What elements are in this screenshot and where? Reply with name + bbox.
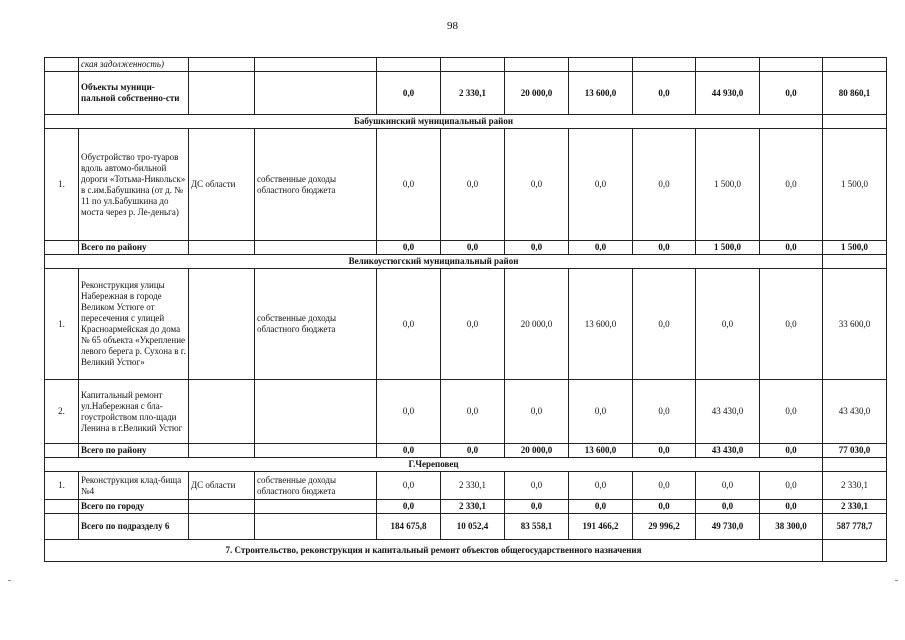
value-cell: 0,0: [377, 444, 441, 458]
section-title: Бабушкинский муниципальный район: [45, 115, 823, 129]
value-cell: 13 600,0: [569, 444, 633, 458]
funding-source: собственные доходы областного бюджета: [255, 269, 377, 380]
value-cell: 0,0: [696, 500, 760, 514]
customer-cell: ДС области: [189, 472, 255, 500]
city-total-row: [45, 500, 887, 514]
object-name: Реконструкция клад-бища №4: [79, 472, 189, 500]
value-cell: 77 030,0: [823, 444, 887, 458]
value-cell: 0,0: [633, 129, 696, 241]
table-row: [45, 380, 887, 444]
object-name: Реконструкция улицы Набережная в городе Великом Устюге от пересечения с улицей Красноармейская до дома № 65 объекта «Укрепление левого берега р. Сухона в г. Великий Устюг»: [79, 269, 189, 380]
row-number: 1.: [45, 129, 79, 241]
value-cell: 0,0: [505, 472, 569, 500]
value-cell: 0,0: [696, 269, 760, 380]
value-cell: 80 860,1: [823, 72, 887, 115]
value-cell: 0,0: [505, 380, 569, 444]
value-cell: 43 430,0: [696, 380, 760, 444]
value-cell: 0,0: [633, 472, 696, 500]
funding-source: собственные доходы областного бюджета: [255, 129, 377, 241]
value-cell: 0,0: [760, 444, 823, 458]
value-cell: 1 500,0: [696, 241, 760, 255]
value-cell: 0,0: [633, 444, 696, 458]
table-row: [45, 269, 887, 380]
value-cell: 49 730,0: [696, 514, 760, 540]
value-cell: 0,0: [377, 380, 441, 444]
next-section-row: [45, 540, 887, 562]
value-cell: 0,0: [760, 380, 823, 444]
section-header-row: [45, 115, 887, 129]
objects-row-label: Объекты муници-пальной собственно-сти: [79, 72, 189, 115]
value-cell: 0,0: [569, 472, 633, 500]
section-title: Г.Череповец: [45, 458, 823, 472]
customer-cell: [189, 380, 255, 444]
continuation-row: [45, 58, 887, 72]
continuation-text: ская задолженность): [79, 58, 189, 72]
value-cell: 43 430,0: [696, 444, 760, 458]
section-header-row: [45, 458, 887, 472]
value-cell: 0,0: [633, 500, 696, 514]
value-cell: 38 300,0: [760, 514, 823, 540]
value-cell: 2 330,1: [441, 472, 505, 500]
value-cell: 2 330,1: [441, 500, 505, 514]
scan-mark: [895, 580, 898, 581]
value-cell: 2 330,1: [823, 472, 887, 500]
customer-cell: ДС области: [189, 129, 255, 241]
value-cell: 0,0: [377, 472, 441, 500]
value-cell: 20 000,0: [505, 269, 569, 380]
value-cell: 20 000,0: [505, 72, 569, 115]
value-cell: 83 558,1: [505, 514, 569, 540]
value-cell: 587 778,7: [823, 514, 887, 540]
value-cell: 184 675,8: [377, 514, 441, 540]
value-cell: 0,0: [441, 241, 505, 255]
value-cell: 2 330,1: [823, 500, 887, 514]
next-section-title: 7. Строительство, реконструкция и капитальный ремонт объектов общегосударственного назначения: [45, 540, 823, 562]
object-name: Обустройство тро-туаров вдоль автомо-бильной дороги «Тотьма-Никольск» в с.им.Бабушкина (от д. № 11 по ул.Бабушкина до моста через р. Ле-деньга): [79, 129, 189, 241]
value-cell: 0,0: [377, 72, 441, 115]
table-row: [45, 472, 887, 500]
value-cell: 20 000,0: [505, 444, 569, 458]
table-row: [45, 129, 887, 241]
value-cell: 191 466,2: [569, 514, 633, 540]
value-cell: 0,0: [633, 241, 696, 255]
value-cell: 0,0: [505, 241, 569, 255]
object-name: Капитальный ремонт ул.Набережная с бла-гоустройством пло-щади Ленина в г.Великий Устюг: [79, 380, 189, 444]
objects-total-row: [45, 72, 887, 115]
value-cell: 0,0: [441, 129, 505, 241]
value-cell: 0,0: [441, 444, 505, 458]
value-cell: 0,0: [760, 72, 823, 115]
district-total-row: [45, 241, 887, 255]
row-number: 2.: [45, 380, 79, 444]
value-cell: 33 600,0: [823, 269, 887, 380]
value-cell: 13 600,0: [569, 72, 633, 115]
value-cell: 44 930,0: [696, 72, 760, 115]
section-title: Великоустюгский муниципальный район: [45, 255, 823, 269]
value-cell: 0,0: [505, 129, 569, 241]
district-total-row: [45, 444, 887, 458]
value-cell: 13 600,0: [569, 269, 633, 380]
section-header-row: [45, 255, 887, 269]
value-cell: 0,0: [377, 269, 441, 380]
value-cell: 0,0: [377, 241, 441, 255]
value-cell: 0,0: [569, 500, 633, 514]
funding-source: [255, 380, 377, 444]
total-label: Всего по району: [79, 444, 189, 458]
value-cell: 0,0: [760, 241, 823, 255]
value-cell: 0,0: [569, 380, 633, 444]
value-cell: 0,0: [633, 269, 696, 380]
total-label: Всего по подразделу 6: [79, 514, 189, 540]
value-cell: 0,0: [377, 500, 441, 514]
value-cell: 1 500,0: [823, 241, 887, 255]
scan-mark: [8, 580, 11, 581]
subsection-total-row: [45, 514, 887, 540]
value-cell: 0,0: [569, 241, 633, 255]
value-cell: 0,0: [760, 472, 823, 500]
value-cell: 0,0: [441, 380, 505, 444]
value-cell: 29 996,2: [633, 514, 696, 540]
value-cell: 0,0: [441, 269, 505, 380]
value-cell: 1 500,0: [823, 129, 887, 241]
budget-table: [44, 57, 887, 562]
value-cell: 0,0: [377, 129, 441, 241]
total-label: Всего по району: [79, 241, 189, 255]
funding-source: собственные доходы областного бюджета: [255, 472, 377, 500]
row-number: 1.: [45, 269, 79, 380]
value-cell: 0,0: [633, 72, 696, 115]
value-cell: 0,0: [760, 129, 823, 241]
value-cell: 1 500,0: [696, 129, 760, 241]
value-cell: 2 330,1: [441, 72, 505, 115]
value-cell: 0,0: [505, 500, 569, 514]
page-number: 98: [447, 20, 458, 32]
value-cell: 0,0: [569, 129, 633, 241]
value-cell: 0,0: [696, 472, 760, 500]
value-cell: 43 430,0: [823, 380, 887, 444]
customer-cell: [189, 269, 255, 380]
value-cell: 0,0: [760, 269, 823, 380]
value-cell: 0,0: [760, 500, 823, 514]
total-label: Всего по городу: [79, 500, 189, 514]
value-cell: 10 052,4: [441, 514, 505, 540]
value-cell: 0,0: [633, 380, 696, 444]
row-number: 1.: [45, 472, 79, 500]
